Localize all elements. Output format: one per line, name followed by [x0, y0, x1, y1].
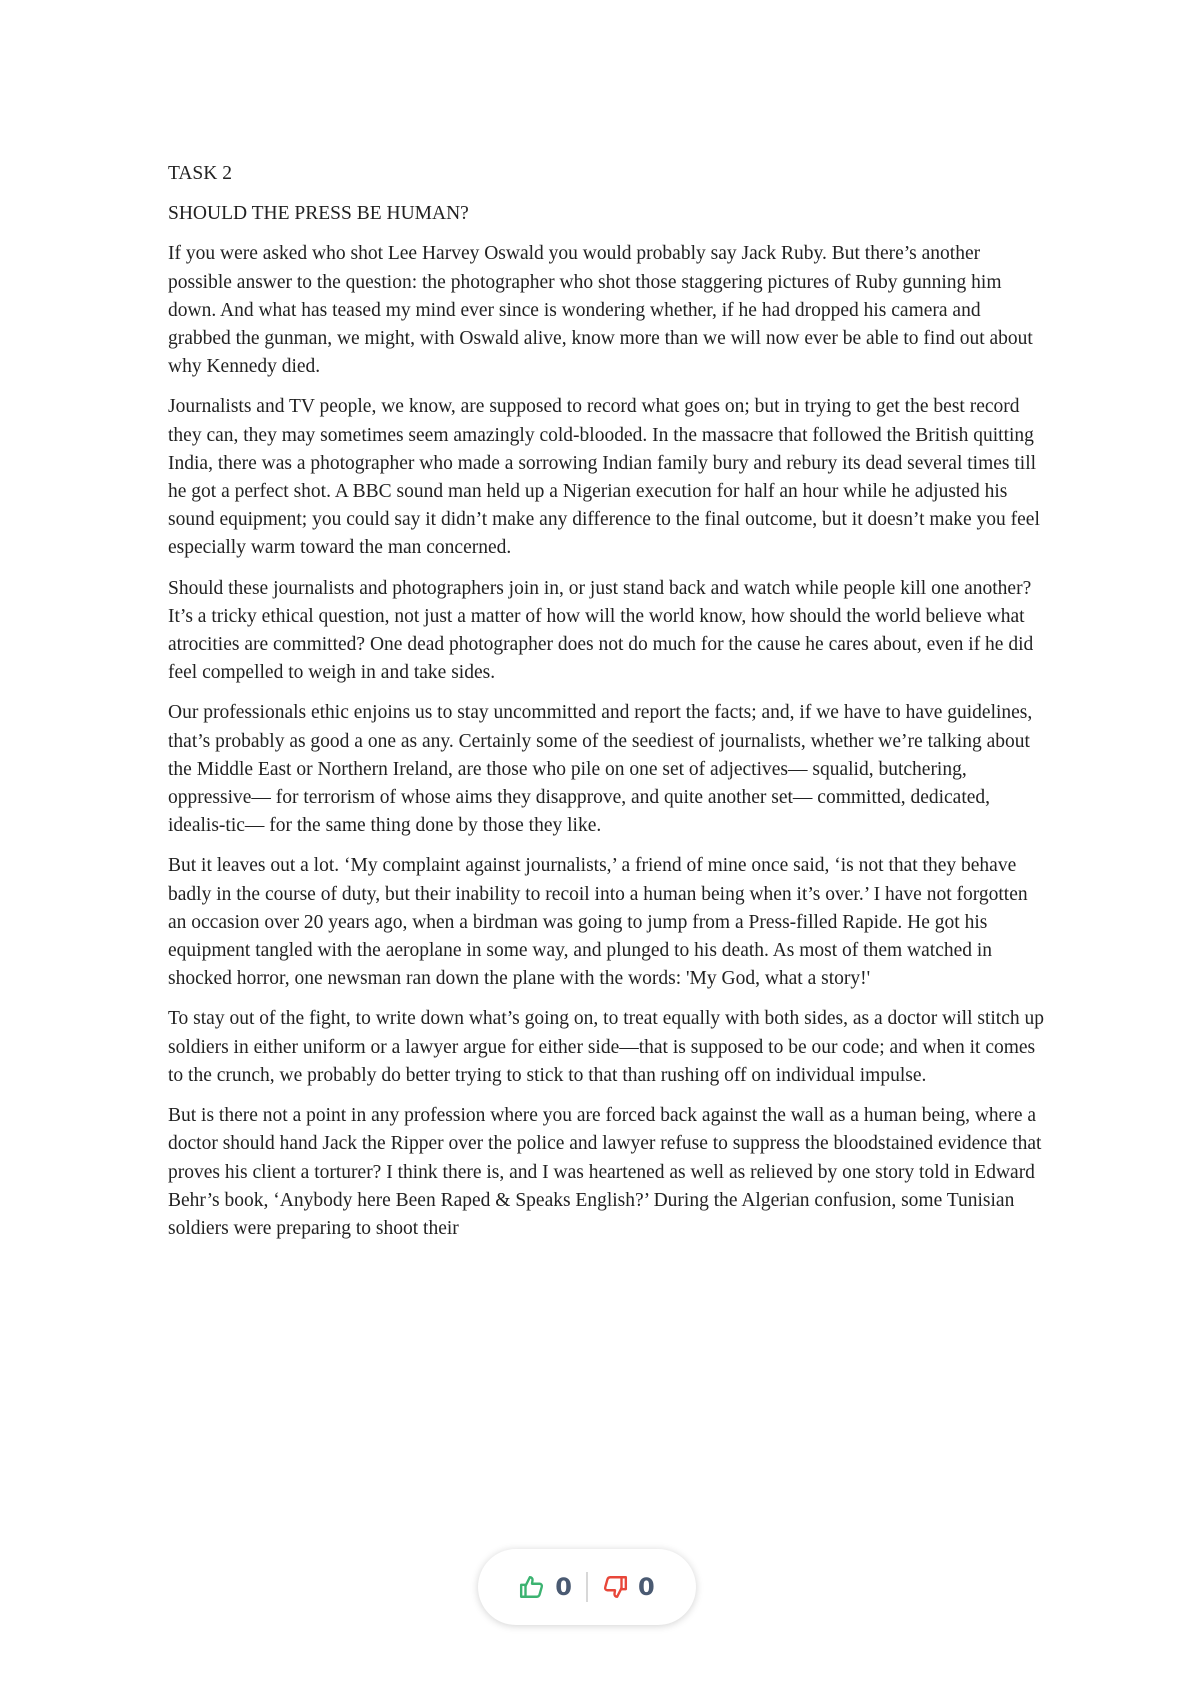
paragraph: But is there not a point in any profession where you are forced back against the wall as a human being, where a doctor should hand Jack the Ripper over the police and lawyer refuse to suppress the bloodstained evidence that proves his client a torturer? I think there is, and I was heartened as well as relieved by one story told in Edward Behr’s book, ‘Anybody here Been Raped & Speaks English?’ During the Algerian confusion, some Tunisian soldiers were preparing to shoot their [168, 1105, 1042, 1239]
like-count: 0 [555, 1573, 572, 1601]
like-button[interactable] [505, 1573, 586, 1601]
task-label: TASK 2 [168, 163, 232, 184]
dislike-count: 0 [638, 1573, 655, 1601]
paragraph: But it leaves out a lot. ‘My complaint against journalists,’ a friend of mine once said, ‘is not that they behave badly in the course of duty, but their inability to recoil into a human being when it’s over.’ I have not forgotten an occasion over 20 years ago, when a birdman was going to jump from a Press-filled Rapide. He got his equipment tangled with the aeroplane in some way, and plunged to his death. As most of them watched in shocked horror, one newsman ran down the plane with the words: 'My God, what a story!' [168, 855, 1028, 990]
paragraph: Our professionals ethic enjoins us to stay uncommitted and report the facts; and, if we have to have guidelines, that’s probably as good a one as any. Certainly some of the seediest of journalists, whether we’re talking about the Middle East or Northern Ireland, are those who pile on one set of adjectives— squalid, butchering, oppressive— for terrorism of whose aims they disapprove, and quite another set— committed, dedicated, idealis-tic— for the same thing done by those they like. [168, 702, 1033, 837]
dislike-button[interactable] [588, 1573, 669, 1601]
paragraph: To stay out of the fight, to write down what’s going on, to treat equally with both sides, as a doctor will stitch up soldiers in either uniform or a lawyer argue for either side—that is supposed to be our code; and when it comes to the crunch, we probably do better trying to stick to that than rushing off on individual impulse. [168, 1008, 1045, 1086]
thumbs-down-icon [602, 1574, 628, 1600]
paragraph: If you were asked who shot Lee Harvey Oswald you would probably say Jack Ruby. But there’s another possible answer to the question: the photographer who shot those staggering pictures of Ruby gunning him down. And what has teased my mind ever since is wondering whether, if he had dropped his camera and grabbed the gunman, we might, with Oswald alive, know more than we will now ever be able to find out about why Kennedy died. [168, 243, 1033, 378]
paragraph: Should these journalists and photographers join in, or just stand back and watch while people kill one another? It’s a tricky ethical question, not just a matter of how will the world know, how should the world believe what atrocities are committed? One dead photographer does not do much for the cause he cares about, even if he did feel compelled to weigh in and take sides. [168, 577, 1034, 684]
thumbs-up-icon [519, 1574, 545, 1600]
paragraph: Journalists and TV people, we know, are supposed to record what goes on; but in trying to get the best record they can, they may sometimes seem amazingly cold-blooded. In the massacre that followed the British quitting India, there was a photographer who made a sorrowing Indian family bury and rebury its dead several times till he got a perfect shot. A BBC sound man held up a Nigerian execution for half an hour while he adjusted his sound equipment; you could say it didn’t make any difference to the final outcome, but it doesn’t make you feel especially warm toward the man concerned. [168, 396, 1040, 559]
vote-bar [478, 1549, 696, 1625]
document-title: SHOULD THE PRESS BE HUMAN? [168, 203, 469, 225]
document-body [168, 160, 1048, 1255]
